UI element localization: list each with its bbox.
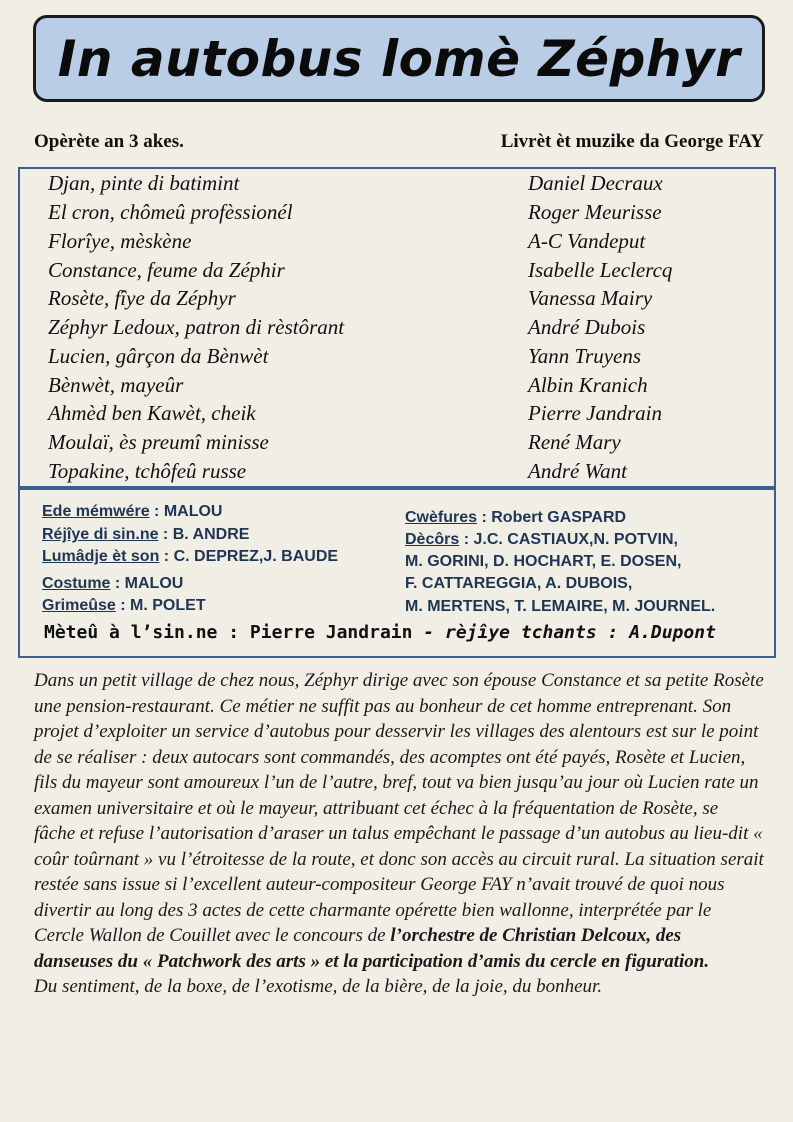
crew-value: : MALOU	[149, 503, 223, 520]
crew-key: Costume	[42, 575, 111, 592]
cast-role: Bènwèt, mayeûr	[48, 373, 184, 397]
cast-row	[48, 457, 768, 485]
cast-row	[48, 198, 768, 226]
cast-actor: Roger Meurisse	[528, 200, 662, 224]
song-director: - rèjîye tchants : A.Dupont	[412, 622, 716, 643]
cast-role: Djan, pinte di batimint	[48, 171, 240, 195]
subtitle-line	[34, 131, 764, 153]
cast-row	[48, 256, 768, 284]
cast-role: Lucien, gârçon da Bènwèt	[48, 344, 269, 368]
crew-credits	[18, 488, 776, 658]
crew-entry	[42, 524, 249, 546]
crew-entry	[42, 501, 222, 523]
crew-entry	[405, 529, 678, 551]
cast-role: Ahmèd ben Kawèt, cheik	[48, 401, 256, 425]
cast-role: Moulaï, ès preumî minisse	[48, 430, 269, 454]
cast-actor: Pierre Jandrain	[528, 401, 662, 425]
synopsis-text: Dans un petit village de chez nous, Zéphyr dirige avec son épouse Constance et sa petite Rosète une pension-restaurant. Ce métier ne suffit pas au bonheur de cet homme entreprenant. Son projet d’exploiter un service d’autobus pour desservir les villages des alentours est sur le point de se réaliser : deux autocars sont commandés, des acomptes ont été payés, Rosète et Lucien, fils du mayeur sont amoureux l’un de l’autre, bref, tout va bien jusqu’au jour où Lucien rate un examen universitaire et où le mayeur, attribuant cet échec à la fréquentation de Rosète, se fâche et refuse l’autorisation d’araser un talus empêchant le passage d’un autobus au lieu-dit « coûr toûrnant » vu l’étroitesse de la route, et donc son accès au circuit rural. La situation serait restée sans issue si l’excellent auteur-compositeur George FAY n’avait trouvé de quoi nous divertir au long des 3 actes de cette charmante opérette bien wallonne, interprétée par le Cercle Wallon de Couillet avec le concours de	[34, 670, 764, 946]
crew-value: : J.C. CASTIAUX,N. POTVIN,	[459, 531, 678, 548]
crew-value: : Robert GASPARD	[477, 509, 627, 526]
synopsis-last-line: Du sentiment, de la boxe, de l’exotisme, de la bière, de la joie, du bonheur.	[34, 976, 603, 997]
crew-key: Lumâdje èt son	[42, 548, 160, 565]
subtitle-left: Opèrète an 3 akes.	[34, 131, 184, 152]
cast-actor: André Dubois	[528, 315, 646, 339]
synopsis-bold: l’orchestre de Christian Delcoux, des danseuses du « Patchwork des arts » et la participation d’amis du cercle en figuration.	[34, 925, 710, 972]
cast-row	[48, 399, 768, 427]
cast-role: Florîye, mèskène	[48, 229, 192, 253]
crew-key: Grimeûse	[42, 597, 116, 614]
crew-footer	[44, 622, 716, 643]
crew-key: Réjîye di sin.ne	[42, 526, 159, 543]
cast-row	[48, 342, 768, 370]
crew-entry	[405, 507, 626, 529]
cast-actor: René Mary	[528, 430, 621, 454]
cast-row	[48, 169, 768, 197]
cast-actor: A-C Vandeput	[528, 229, 646, 253]
stage-director: Mèteû à l’sin.ne : Pierre Jandrain	[44, 622, 413, 643]
cast-role: Zéphyr Ledoux, patron di rèstôrant	[48, 315, 345, 339]
cast-row	[48, 284, 768, 312]
crew-entry	[42, 573, 183, 595]
synopsis	[34, 668, 764, 1000]
cast-actor: Yann Truyens	[528, 344, 642, 368]
crew-key: Cwèfures	[405, 509, 478, 526]
crew-entry	[42, 595, 206, 617]
cast-actor: André Want	[528, 459, 627, 483]
crew-value: : B. ANDRE	[158, 526, 250, 543]
crew-key: Ede mémwére	[42, 503, 150, 520]
crew-entry	[42, 546, 338, 568]
cast-row	[48, 227, 768, 255]
cast-actor: Vanessa Mairy	[528, 286, 653, 310]
cast-list	[18, 167, 776, 488]
cast-row	[48, 313, 768, 341]
cast-actor: Daniel Decraux	[528, 171, 663, 195]
page-title: In autobus lomè Zéphyr	[57, 29, 741, 88]
crew-continuation: M. MERTENS, T. LEMAIRE, M. JOURNEL.	[405, 598, 716, 615]
crew-value: : C. DEPREZ,J. BAUDE	[159, 548, 339, 565]
cast-actor: Albin Kranich	[528, 373, 648, 397]
crew-value: : M. POLET	[115, 597, 206, 614]
crew-continuation: F. CATTAREGGIA, A. DUBOIS,	[405, 575, 633, 592]
cast-row	[48, 428, 768, 456]
crew-key: Dècôrs	[405, 531, 460, 548]
cast-role: Constance, feume da Zéphir	[48, 258, 285, 282]
cast-role: El cron, chômeû profèssionél	[48, 200, 293, 224]
crew-value: : MALOU	[110, 575, 184, 592]
cast-role: Rosète, fîye da Zéphyr	[48, 286, 236, 310]
subtitle-right: Livrèt èt muzike da George FAY	[500, 131, 764, 152]
title-banner	[33, 15, 765, 102]
cast-actor: Isabelle Leclercq	[528, 258, 673, 282]
cast-role: Topakine, tchôfeû russe	[48, 459, 247, 483]
cast-row	[48, 371, 768, 399]
crew-continuation: M. GORINI, D. HOCHART, E. DOSEN,	[405, 553, 682, 570]
